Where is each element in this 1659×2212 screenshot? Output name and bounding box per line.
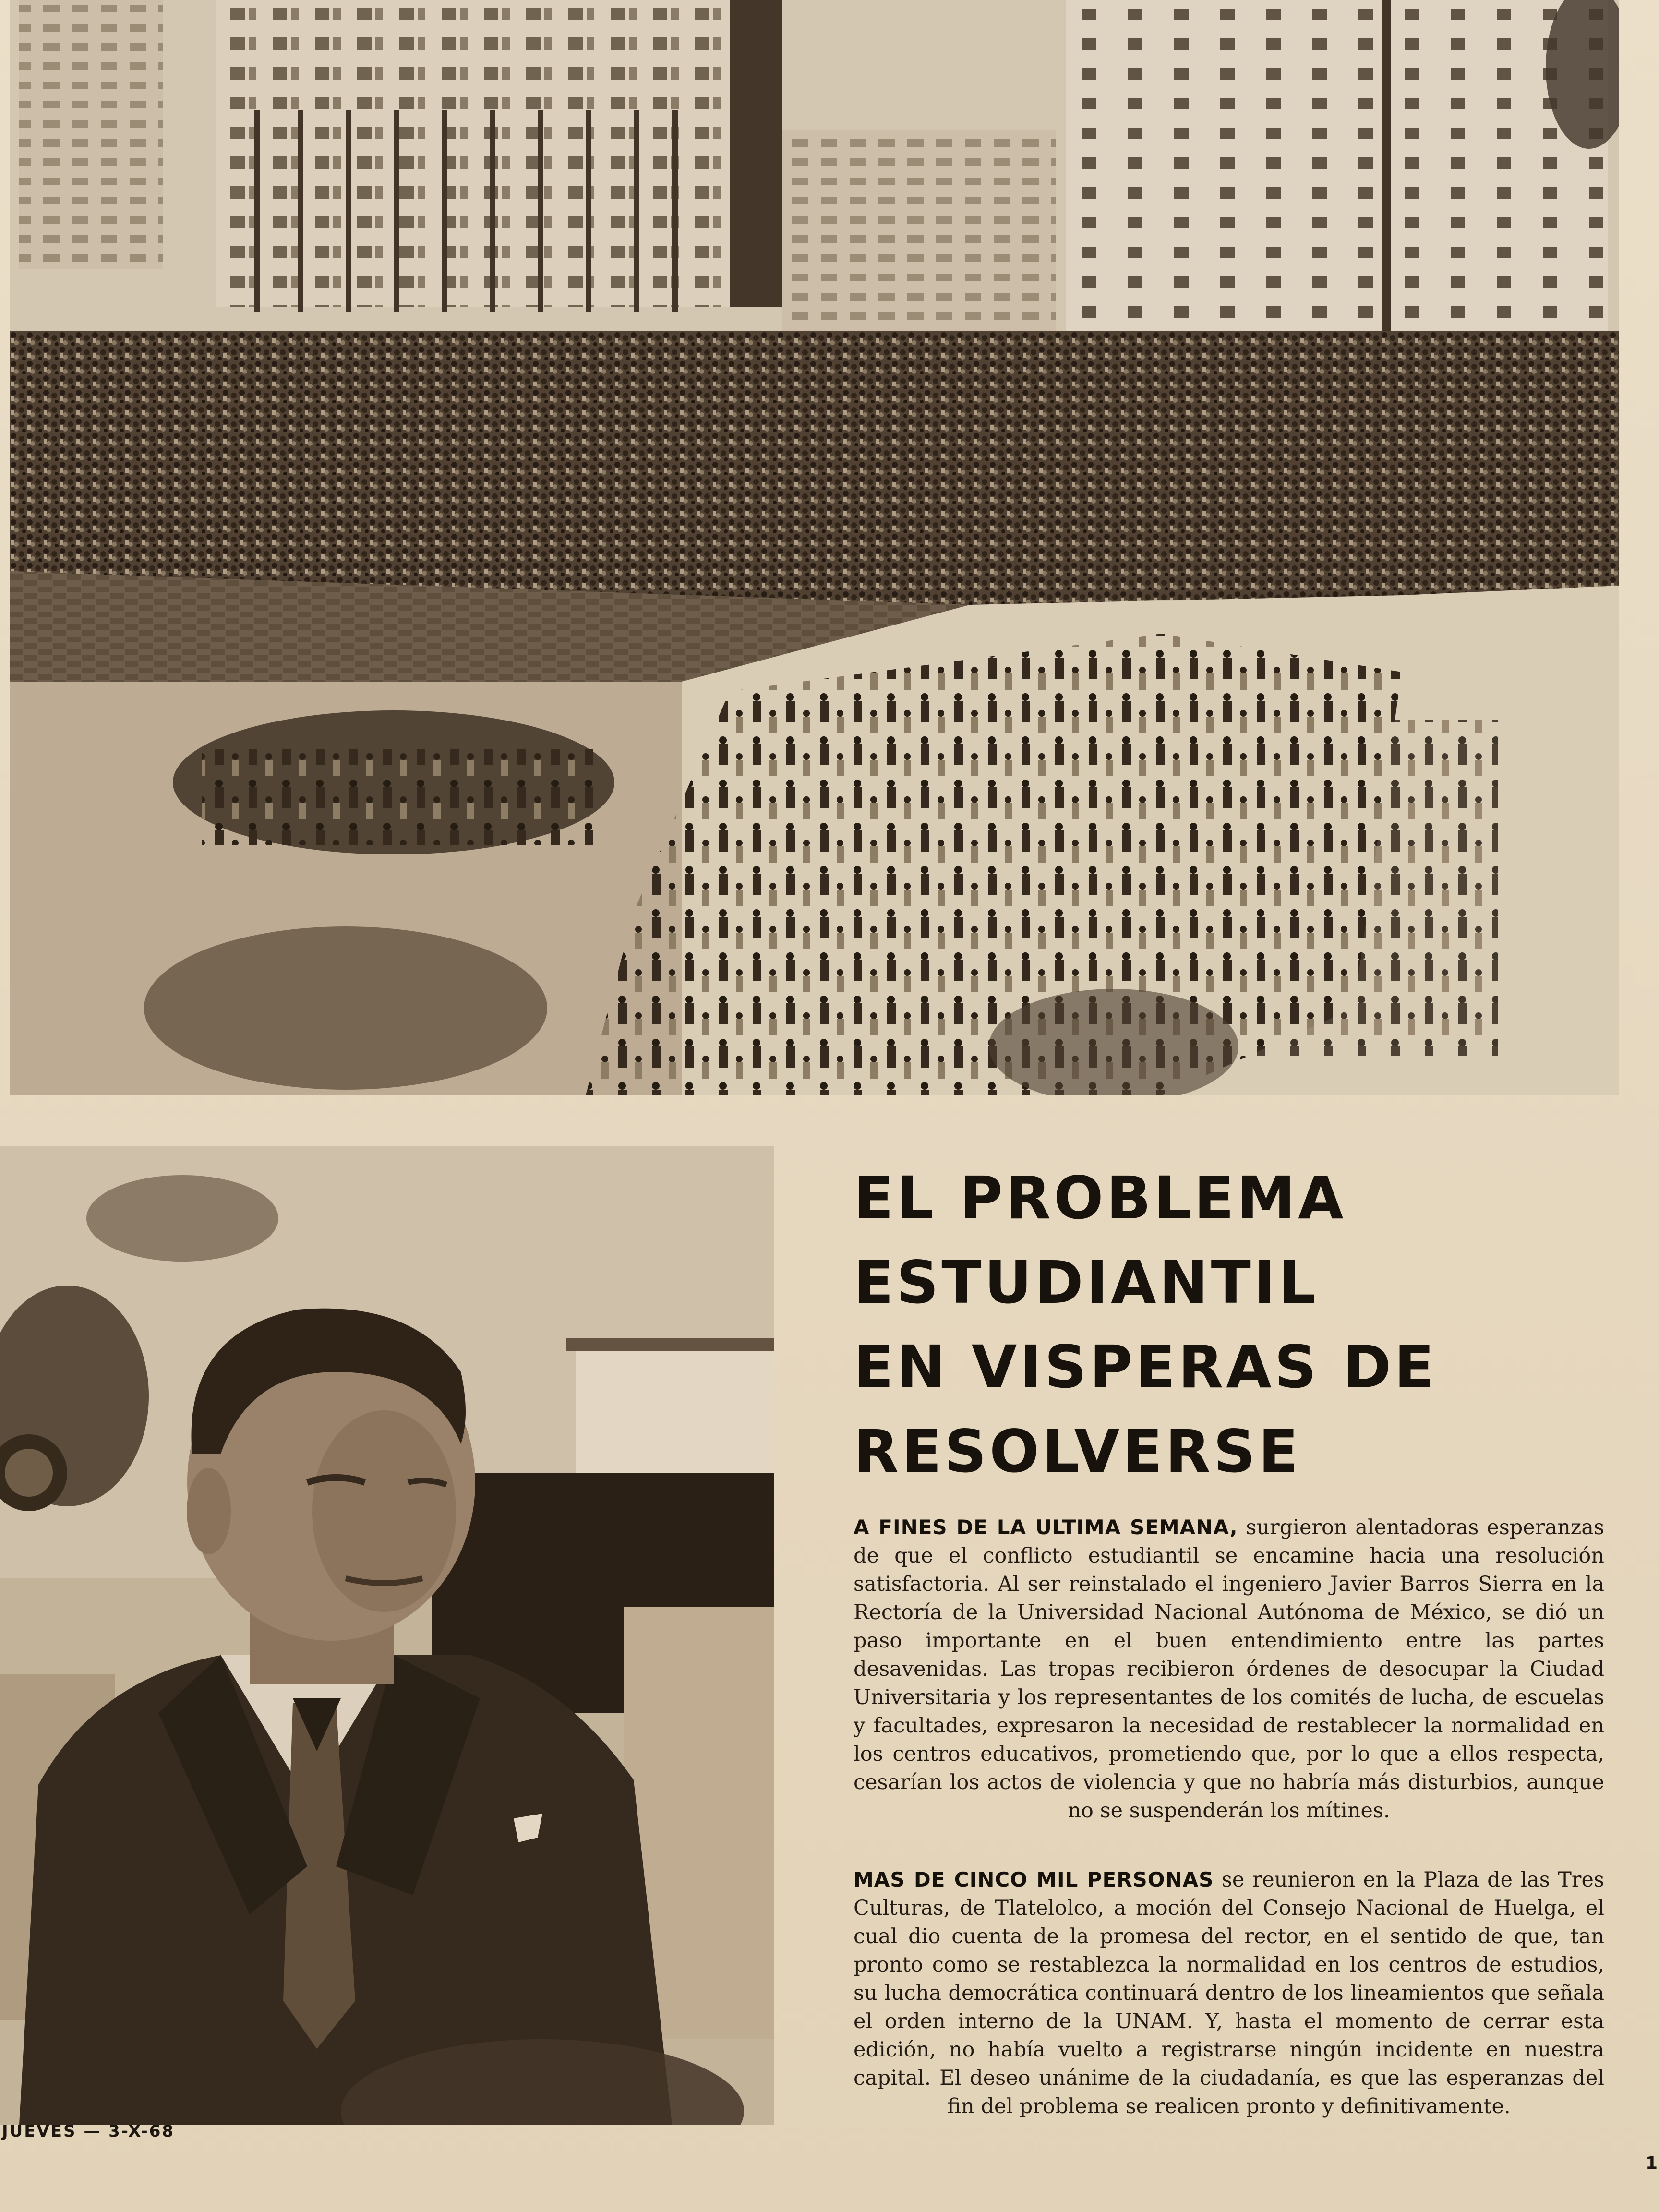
crowd-photo-illustration	[10, 0, 1619, 1095]
paragraph-lead: A FINES DE LA ULTIMA SEMANA,	[854, 1515, 1238, 1539]
headline-line: EL PROBLEMA	[854, 1164, 1346, 1232]
page-number: 1	[1646, 2153, 1658, 2173]
portrait-photo	[0, 1146, 774, 2125]
article-paragraph	[854, 1513, 1604, 1825]
paragraph-text: surgieron alentadoras esperanzas de que el conflicto estudiantil se encamine hacia una resolución satisfactoria. Al ser reinstalado el ingeniero Javier Barros Sierra en la Rectoría de la Universidad Nacional Autónoma de México, se dió un paso importante en el buen entendimiento entre las partes desavenidas. Las tropas recibieron órdenes de desocupar la Ciudad Universitaria y los representantes de los comités de lucha, de escuelas y facultades, expresaron la necesidad de restablecer la normalidad en los centros educativos, prometiendo que, por lo que a ellos respecta, cesarían los actos de violencia y que no habría más disturbios, aunque no se suspenderán los mítines.	[854, 1515, 1604, 1823]
crowd-photo	[10, 0, 1619, 1095]
headline-line: RESOLVERSE	[854, 1418, 1301, 1486]
headline-line: EN VISPERAS DE	[854, 1333, 1437, 1401]
article-paragraph	[854, 1865, 1604, 2121]
issue-date: JUEVES — 3-X-68	[2, 2122, 175, 2141]
paragraph-text: se reunieron en la Plaza de las Tres Culturas, de Tlatelolco, a moción del Consejo Nacional de Huelga, el cual dio cuenta de la promesa del rector, en el sentido de que, tan pronto como se restablezca la normalidad en los centros de estudios, su lucha democrática continuará dentro de los lineamientos que señala el orden interno de la UNAM. Y, hasta el momento de cerrar esta edición, no había vuelto a registrarse ningún incidente en nuestra capital. El deseo unánime de la ciudadanía, es que las esperanzas del fin del problema se realicen pronto y definitivamente.	[854, 1868, 1604, 2118]
headline	[854, 1156, 1602, 1494]
headline-line: ESTUDIANTIL	[854, 1249, 1319, 1317]
portrait-illustration	[0, 1146, 774, 2125]
paragraph-lead: MAS DE CINCO MIL PERSONAS	[854, 1868, 1214, 1891]
